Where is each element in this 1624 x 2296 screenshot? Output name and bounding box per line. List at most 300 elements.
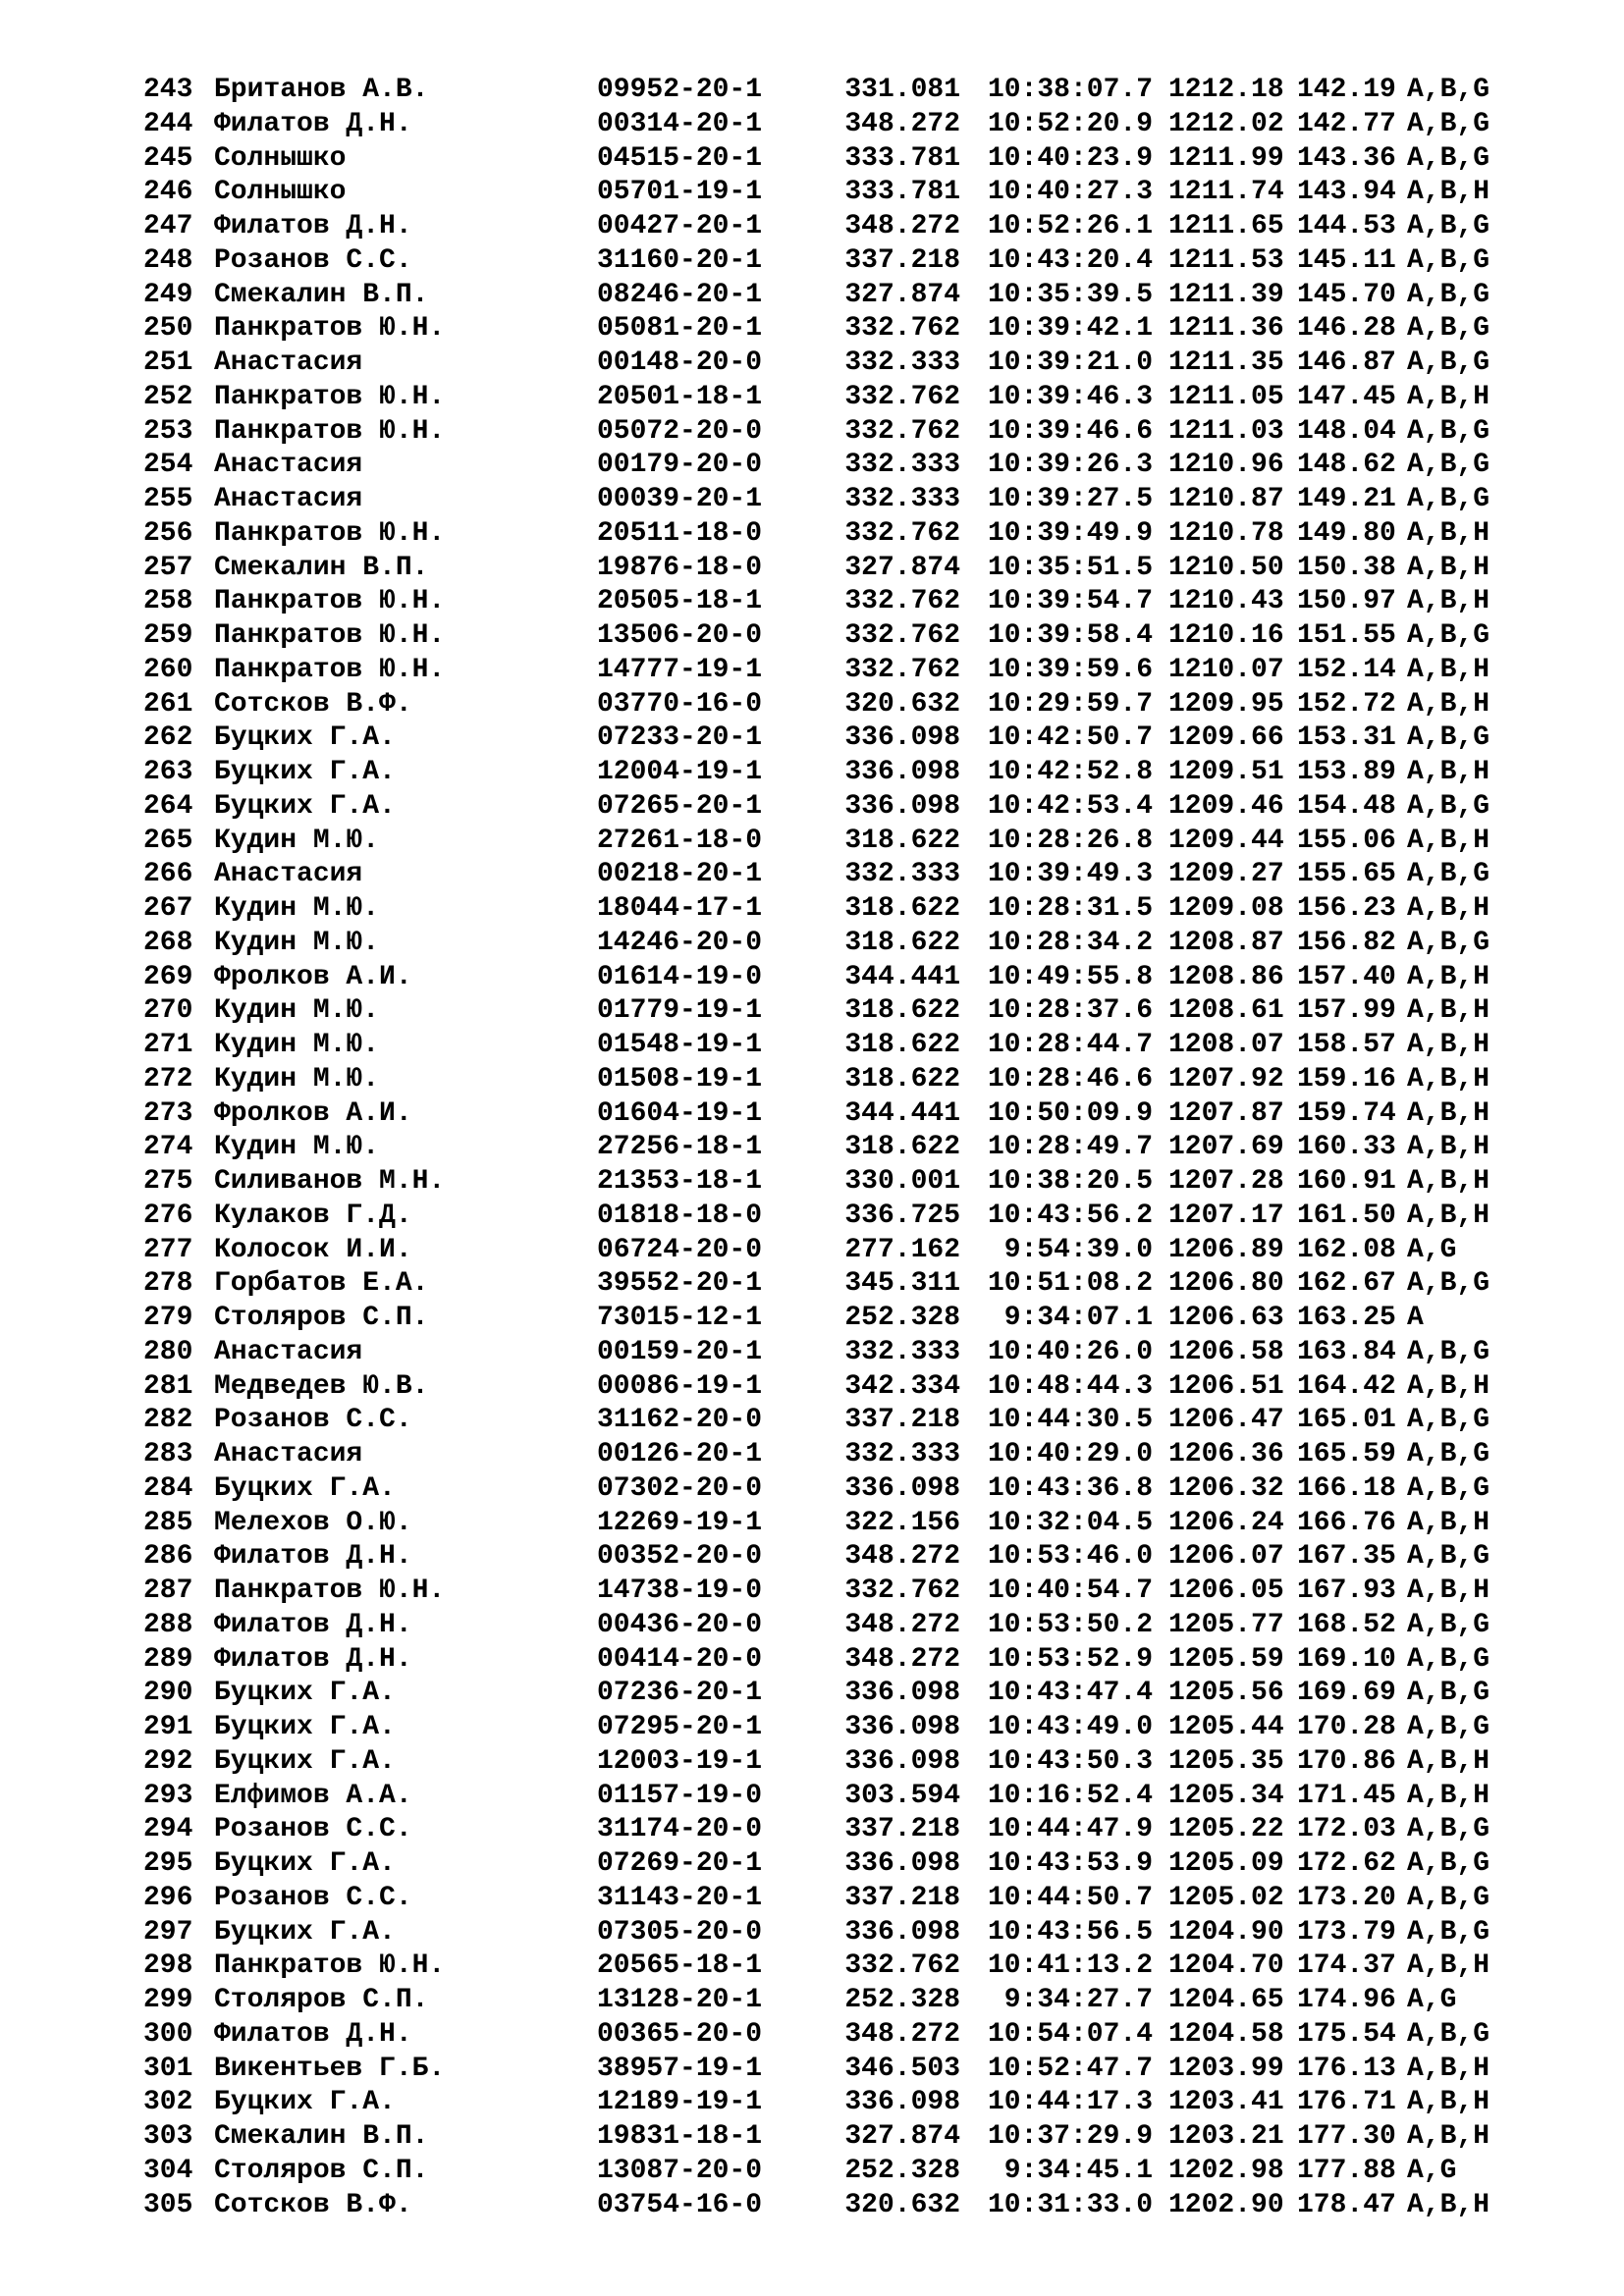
- arrival-time: 10:40:23.9: [987, 142, 1153, 174]
- distance: 332.333: [844, 347, 960, 378]
- arrival-time: 10:49:55.8: [987, 961, 1153, 992]
- groups: A,B,H: [1407, 893, 1490, 924]
- fancier-name: Столяров С.П.: [214, 2155, 429, 2186]
- ring-number: 01157-19-0: [597, 1780, 763, 1811]
- fancier-name: Смекалин В.П.: [214, 552, 429, 583]
- ring-number: 09952-20-1: [597, 75, 763, 105]
- place-number: 254: [143, 450, 193, 481]
- table-row: [143, 585, 1557, 619]
- coefficient: 154.48: [1297, 790, 1396, 822]
- ring-number: 07265-20-1: [597, 790, 763, 822]
- table-row: [143, 1302, 1557, 1336]
- speed: 1203.41: [1168, 2087, 1284, 2118]
- ring-number: 19876-18-0: [597, 552, 763, 583]
- coefficient: 170.86: [1297, 1745, 1396, 1777]
- distance: 336.098: [844, 790, 960, 822]
- coefficient: 174.96: [1297, 1985, 1396, 2015]
- distance: 252.328: [844, 1985, 960, 2015]
- groups: A,B,H: [1407, 177, 1490, 208]
- groups: A,B,G: [1407, 313, 1490, 345]
- fancier-name: Розанов С.С.: [214, 1814, 412, 1845]
- ring-number: 31143-20-1: [597, 1882, 763, 1913]
- groups: A,B,G: [1407, 211, 1490, 241]
- arrival-time: 10:28:46.6: [987, 1063, 1153, 1095]
- fancier-name: Фролков А.И.: [214, 1097, 412, 1129]
- coefficient: 142.77: [1297, 108, 1396, 139]
- place-number: 288: [143, 1609, 193, 1640]
- coefficient: 150.97: [1297, 586, 1396, 617]
- fancier-name: Панкратов Ю.Н.: [214, 381, 446, 412]
- table-row: [143, 1097, 1557, 1132]
- groups: A,B,G: [1407, 1882, 1490, 1913]
- ring-number: 00218-20-1: [597, 859, 763, 890]
- distance: 277.162: [844, 1234, 960, 1265]
- groups: A,B,G: [1407, 859, 1490, 890]
- arrival-time: 10:31:33.0: [987, 2189, 1153, 2220]
- speed: 1207.28: [1168, 1166, 1284, 1197]
- speed: 1211.35: [1168, 347, 1284, 378]
- table-row: [143, 2189, 1557, 2223]
- place-number: 270: [143, 995, 193, 1027]
- distance: 336.098: [844, 1916, 960, 1948]
- distance: 318.622: [844, 1063, 960, 1095]
- fancier-name: Филатов Д.Н.: [214, 211, 412, 241]
- fancier-name: Филатов Д.Н.: [214, 1643, 412, 1675]
- groups: A,B,H: [1407, 2087, 1490, 2118]
- distance: 303.594: [844, 1780, 960, 1811]
- coefficient: 149.21: [1297, 484, 1396, 514]
- speed: 1204.90: [1168, 1916, 1284, 1948]
- fancier-name: Буцких Г.А.: [214, 1712, 396, 1742]
- speed: 1211.99: [1168, 142, 1284, 174]
- distance: 332.333: [844, 1439, 960, 1469]
- ring-number: 20505-18-1: [597, 586, 763, 617]
- arrival-time: 10:44:17.3: [987, 2087, 1153, 2118]
- speed: 1205.77: [1168, 1609, 1284, 1640]
- place-number: 243: [143, 75, 193, 105]
- speed: 1206.89: [1168, 1234, 1284, 1265]
- speed: 1202.90: [1168, 2189, 1284, 2220]
- speed: 1202.98: [1168, 2155, 1284, 2186]
- coefficient: 176.71: [1297, 2087, 1396, 2118]
- coefficient: 165.59: [1297, 1439, 1396, 1469]
- arrival-time: 10:39:27.5: [987, 484, 1153, 514]
- distance: 332.762: [844, 381, 960, 412]
- distance: 332.333: [844, 1336, 960, 1367]
- ring-number: 07305-20-0: [597, 1916, 763, 1948]
- distance: 336.098: [844, 1678, 960, 1709]
- speed: 1209.95: [1168, 688, 1284, 720]
- coefficient: 171.45: [1297, 1780, 1396, 1811]
- place-number: 296: [143, 1882, 193, 1913]
- place-number: 277: [143, 1234, 193, 1265]
- place-number: 274: [143, 1132, 193, 1163]
- coefficient: 162.67: [1297, 1268, 1396, 1300]
- arrival-time: 10:32:04.5: [987, 1507, 1153, 1538]
- speed: 1211.74: [1168, 177, 1284, 208]
- coefficient: 157.99: [1297, 995, 1396, 1027]
- table-row: [143, 1063, 1557, 1097]
- fancier-name: Кудин М.Ю.: [214, 1063, 380, 1095]
- coefficient: 168.52: [1297, 1609, 1396, 1640]
- arrival-time: 10:28:31.5: [987, 893, 1153, 924]
- distance: 336.098: [844, 1712, 960, 1742]
- ring-number: 01818-18-0: [597, 1200, 763, 1231]
- arrival-time: 10:39:59.6: [987, 654, 1153, 685]
- results-table: [143, 74, 1557, 2222]
- speed: 1209.66: [1168, 722, 1284, 754]
- ring-number: 01779-19-1: [597, 995, 763, 1027]
- ring-number: 03754-16-0: [597, 2189, 763, 2220]
- place-number: 278: [143, 1268, 193, 1300]
- place-number: 264: [143, 790, 193, 822]
- groups: A,B,G: [1407, 279, 1490, 310]
- ring-number: 03770-16-0: [597, 688, 763, 720]
- table-row: [143, 552, 1557, 586]
- distance: 332.762: [844, 586, 960, 617]
- place-number: 267: [143, 893, 193, 924]
- table-row: [143, 619, 1557, 654]
- speed: 1210.78: [1168, 517, 1284, 549]
- coefficient: 169.10: [1297, 1643, 1396, 1675]
- place-number: 276: [143, 1200, 193, 1231]
- distance: 332.762: [844, 517, 960, 549]
- groups: A,B,H: [1407, 1132, 1490, 1163]
- fancier-name: Анастасия: [214, 347, 363, 378]
- coefficient: 169.69: [1297, 1678, 1396, 1709]
- place-number: 305: [143, 2189, 193, 2220]
- coefficient: 163.84: [1297, 1336, 1396, 1367]
- table-row: [143, 1949, 1557, 1984]
- table-row: [143, 1336, 1557, 1370]
- table-row: [143, 721, 1557, 756]
- table-row: [143, 2018, 1557, 2053]
- fancier-name: Буцких Г.А.: [214, 1848, 396, 1879]
- coefficient: 159.16: [1297, 1063, 1396, 1095]
- distance: 344.441: [844, 1097, 960, 1129]
- place-number: 261: [143, 688, 193, 720]
- place-number: 275: [143, 1166, 193, 1197]
- arrival-time: 10:29:59.7: [987, 688, 1153, 720]
- coefficient: 166.76: [1297, 1507, 1396, 1538]
- place-number: 273: [143, 1097, 193, 1129]
- place-number: 271: [143, 1030, 193, 1060]
- speed: 1209.46: [1168, 790, 1284, 822]
- coefficient: 164.42: [1297, 1370, 1396, 1402]
- place-number: 295: [143, 1848, 193, 1879]
- coefficient: 153.31: [1297, 722, 1396, 754]
- speed: 1206.80: [1168, 1268, 1284, 1300]
- groups: A,B,H: [1407, 1507, 1490, 1538]
- speed: 1205.22: [1168, 1814, 1284, 1845]
- ring-number: 20511-18-0: [597, 517, 763, 549]
- table-row: [143, 381, 1557, 415]
- place-number: 284: [143, 1472, 193, 1504]
- ring-number: 00414-20-0: [597, 1643, 763, 1675]
- ring-number: 12269-19-1: [597, 1507, 763, 1538]
- fancier-name: Медведев Ю.В.: [214, 1370, 429, 1402]
- distance: 348.272: [844, 1643, 960, 1675]
- fancier-name: Буцких Г.А.: [214, 722, 396, 754]
- speed: 1205.56: [1168, 1678, 1284, 1709]
- ring-number: 31162-20-0: [597, 1405, 763, 1436]
- fancier-name: Кудин М.Ю.: [214, 995, 380, 1027]
- fancier-name: Буцких Г.А.: [214, 790, 396, 822]
- arrival-time: 10:44:50.7: [987, 1882, 1153, 1913]
- coefficient: 175.54: [1297, 2018, 1396, 2050]
- arrival-time: 10:43:56.5: [987, 1916, 1153, 1948]
- speed: 1206.58: [1168, 1336, 1284, 1367]
- table-row: [143, 654, 1557, 688]
- groups: A,B,G: [1407, 1609, 1490, 1640]
- speed: 1207.92: [1168, 1063, 1284, 1095]
- place-number: 292: [143, 1745, 193, 1777]
- ring-number: 07302-20-0: [597, 1472, 763, 1504]
- distance: 346.503: [844, 2053, 960, 2084]
- ring-number: 07236-20-1: [597, 1678, 763, 1709]
- arrival-time: 10:38:20.5: [987, 1166, 1153, 1197]
- distance: 336.098: [844, 1745, 960, 1777]
- fancier-name: Смекалин В.П.: [214, 279, 429, 310]
- table-row: [143, 994, 1557, 1029]
- arrival-time: 10:28:34.2: [987, 927, 1153, 958]
- arrival-time: 10:43:50.3: [987, 1745, 1153, 1777]
- groups: A,B,H: [1407, 1030, 1490, 1060]
- arrival-time: 10:53:50.2: [987, 1609, 1153, 1640]
- arrival-time: 10:39:46.3: [987, 381, 1153, 412]
- arrival-time: 9:34:27.7: [1003, 1985, 1153, 2015]
- place-number: 257: [143, 552, 193, 583]
- arrival-time: 10:28:37.6: [987, 995, 1153, 1027]
- table-row: [143, 176, 1557, 210]
- place-number: 248: [143, 244, 193, 276]
- arrival-time: 10:42:53.4: [987, 790, 1153, 822]
- fancier-name: Панкратов Ю.Н.: [214, 415, 446, 447]
- arrival-time: 10:44:30.5: [987, 1405, 1153, 1436]
- fancier-name: Буцких Г.А.: [214, 1472, 396, 1504]
- groups: A,B,G: [1407, 75, 1490, 105]
- distance: 336.098: [844, 2087, 960, 2118]
- ring-number: 13128-20-1: [597, 1985, 763, 2015]
- distance: 342.334: [844, 1370, 960, 1402]
- table-row: [143, 244, 1557, 279]
- place-number: 301: [143, 2053, 193, 2084]
- table-row: [143, 1745, 1557, 1780]
- speed: 1212.02: [1168, 108, 1284, 139]
- arrival-time: 9:34:07.1: [1003, 1303, 1153, 1333]
- groups: A,B,G: [1407, 347, 1490, 378]
- fancier-name: Панкратов Ю.Н.: [214, 517, 446, 549]
- groups: A,B,H: [1407, 1370, 1490, 1402]
- arrival-time: 10:28:44.7: [987, 1030, 1153, 1060]
- speed: 1208.86: [1168, 961, 1284, 992]
- table-row: [143, 312, 1557, 347]
- fancier-name: Столяров С.П.: [214, 1985, 429, 2015]
- coefficient: 151.55: [1297, 620, 1396, 651]
- fancier-name: Кулаков Г.Д.: [214, 1200, 412, 1231]
- table-row: [143, 1847, 1557, 1882]
- speed: 1211.39: [1168, 279, 1284, 310]
- groups: A,B,G: [1407, 1848, 1490, 1879]
- place-number: 256: [143, 517, 193, 549]
- groups: A,B,H: [1407, 757, 1490, 787]
- distance: 332.762: [844, 654, 960, 685]
- distance: 336.098: [844, 1472, 960, 1504]
- speed: 1208.61: [1168, 995, 1284, 1027]
- speed: 1206.63: [1168, 1303, 1284, 1333]
- ring-number: 13506-20-0: [597, 620, 763, 651]
- coefficient: 148.04: [1297, 415, 1396, 447]
- ring-number: 06724-20-0: [597, 1234, 763, 1265]
- arrival-time: 10:51:08.2: [987, 1268, 1153, 1300]
- groups: A,B,H: [1407, 2053, 1490, 2084]
- coefficient: 146.28: [1297, 313, 1396, 345]
- speed: 1209.44: [1168, 825, 1284, 856]
- table-row: [143, 1029, 1557, 1063]
- fancier-name: Анастасия: [214, 450, 363, 481]
- coefficient: 146.87: [1297, 347, 1396, 378]
- arrival-time: 10:35:51.5: [987, 552, 1153, 583]
- place-number: 247: [143, 211, 193, 241]
- speed: 1211.03: [1168, 415, 1284, 447]
- distance: 336.098: [844, 757, 960, 787]
- speed: 1207.17: [1168, 1200, 1284, 1231]
- table-row: [143, 1916, 1557, 1950]
- table-row: [143, 1984, 1557, 2018]
- groups: A,B,G: [1407, 1268, 1490, 1300]
- coefficient: 173.79: [1297, 1916, 1396, 1948]
- coefficient: 149.80: [1297, 517, 1396, 549]
- distance: 320.632: [844, 688, 960, 720]
- coefficient: 145.11: [1297, 244, 1396, 276]
- coefficient: 160.33: [1297, 1132, 1396, 1163]
- speed: 1206.51: [1168, 1370, 1284, 1402]
- groups: A,B,H: [1407, 1780, 1490, 1811]
- place-number: 299: [143, 1985, 193, 2015]
- distance: 348.272: [844, 2018, 960, 2050]
- fancier-name: Сотсков В.Ф.: [214, 688, 412, 720]
- speed: 1206.24: [1168, 1507, 1284, 1538]
- speed: 1207.87: [1168, 1097, 1284, 1129]
- arrival-time: 10:42:52.8: [987, 757, 1153, 787]
- speed: 1205.34: [1168, 1780, 1284, 1811]
- distance: 337.218: [844, 1882, 960, 1913]
- coefficient: 152.14: [1297, 654, 1396, 685]
- table-row: [143, 1404, 1557, 1438]
- arrival-time: 10:39:58.4: [987, 620, 1153, 651]
- distance: 332.333: [844, 484, 960, 514]
- arrival-time: 10:52:26.1: [987, 211, 1153, 241]
- coefficient: 147.45: [1297, 381, 1396, 412]
- speed: 1205.09: [1168, 1848, 1284, 1879]
- table-row: [143, 1234, 1557, 1268]
- fancier-name: Викентьев Г.Б.: [214, 2053, 446, 2084]
- coefficient: 152.72: [1297, 688, 1396, 720]
- speed: 1208.07: [1168, 1030, 1284, 1060]
- place-number: 297: [143, 1916, 193, 1948]
- distance: 318.622: [844, 1030, 960, 1060]
- ring-number: 14777-19-1: [597, 654, 763, 685]
- arrival-time: 10:43:20.4: [987, 244, 1153, 276]
- distance: 332.762: [844, 415, 960, 447]
- arrival-time: 9:34:45.1: [1003, 2155, 1153, 2186]
- fancier-name: Филатов Д.Н.: [214, 2018, 412, 2050]
- distance: 345.311: [844, 1268, 960, 1300]
- fancier-name: Силиванов М.Н.: [214, 1166, 446, 1197]
- ring-number: 07295-20-1: [597, 1712, 763, 1742]
- groups: A,B,G: [1407, 1916, 1490, 1948]
- ring-number: 00365-20-0: [597, 2018, 763, 2050]
- groups: A,B,G: [1407, 1712, 1490, 1742]
- groups: A,B,H: [1407, 517, 1490, 549]
- speed: 1204.65: [1168, 1985, 1284, 2015]
- arrival-time: 10:35:39.5: [987, 279, 1153, 310]
- coefficient: 177.30: [1297, 2121, 1396, 2152]
- coefficient: 165.01: [1297, 1405, 1396, 1436]
- fancier-name: Панкратов Ю.Н.: [214, 654, 446, 685]
- speed: 1212.18: [1168, 75, 1284, 105]
- speed: 1206.05: [1168, 1575, 1284, 1606]
- ring-number: 14246-20-0: [597, 927, 763, 958]
- fancier-name: Буцких Г.А.: [214, 1916, 396, 1948]
- arrival-time: 10:43:47.4: [987, 1678, 1153, 1709]
- distance: 332.762: [844, 620, 960, 651]
- fancier-name: Анастасия: [214, 484, 363, 514]
- fancier-name: Фролков А.И.: [214, 961, 412, 992]
- distance: 332.762: [844, 313, 960, 345]
- groups: A,B,G: [1407, 1439, 1490, 1469]
- groups: A,B,H: [1407, 586, 1490, 617]
- place-number: 298: [143, 1950, 193, 1982]
- table-row: [143, 2053, 1557, 2087]
- table-row: [143, 2120, 1557, 2155]
- fancier-name: Розанов С.С.: [214, 1405, 412, 1436]
- coefficient: 172.03: [1297, 1814, 1396, 1845]
- place-number: 285: [143, 1507, 193, 1538]
- distance: 318.622: [844, 995, 960, 1027]
- groups: A,B,G: [1407, 484, 1490, 514]
- distance: 331.081: [844, 75, 960, 105]
- distance: 336.725: [844, 1200, 960, 1231]
- distance: 348.272: [844, 1609, 960, 1640]
- fancier-name: Сотсков В.Ф.: [214, 2189, 412, 2220]
- place-number: 304: [143, 2155, 193, 2186]
- groups: A,B,H: [1407, 1063, 1490, 1095]
- table-row: [143, 1370, 1557, 1405]
- arrival-time: 10:16:52.4: [987, 1780, 1153, 1811]
- fancier-name: Кудин М.Ю.: [214, 825, 380, 856]
- speed: 1210.16: [1168, 620, 1284, 651]
- table-row: [143, 517, 1557, 552]
- coefficient: 157.40: [1297, 961, 1396, 992]
- groups: A,B,H: [1407, 825, 1490, 856]
- fancier-name: Солнышко: [214, 142, 347, 174]
- coefficient: 167.93: [1297, 1575, 1396, 1606]
- place-number: 272: [143, 1063, 193, 1095]
- ring-number: 00436-20-0: [597, 1609, 763, 1640]
- speed: 1210.50: [1168, 552, 1284, 583]
- fancier-name: Панкратов Ю.Н.: [214, 313, 446, 345]
- coefficient: 148.62: [1297, 450, 1396, 481]
- distance: 318.622: [844, 825, 960, 856]
- table-row: [143, 1780, 1557, 1814]
- place-number: 290: [143, 1678, 193, 1709]
- place-number: 280: [143, 1336, 193, 1367]
- coefficient: 162.08: [1297, 1234, 1396, 1265]
- arrival-time: 10:53:52.9: [987, 1643, 1153, 1675]
- place-number: 262: [143, 722, 193, 754]
- place-number: 253: [143, 415, 193, 447]
